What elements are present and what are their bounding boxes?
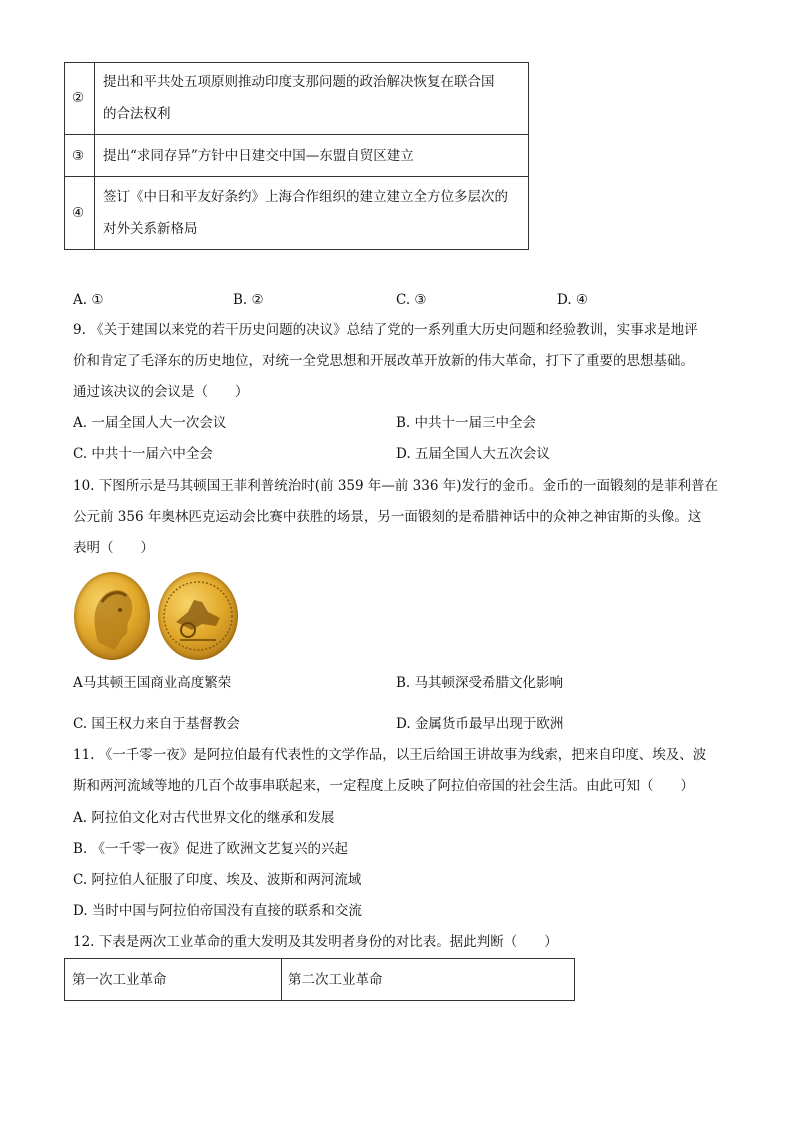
option-b[interactable]: B. 中共十一届三中全会 [396, 415, 537, 431]
question-stem: 表明（ ） [73, 540, 154, 556]
table-row-divider [64, 176, 529, 177]
table-header-cell: 第二次工业革命 [288, 972, 383, 988]
question-stem: 10. 下图所示是马其顿国王菲利普统治时(前 359 年—前 336 年)发行的金币。金币的一面锻刻的是菲利普在 [73, 478, 718, 494]
option-a[interactable]: A. 一届全国人大一次会议 [73, 415, 227, 431]
option-b[interactable]: B. 马其顿深受希腊文化影响 [396, 675, 564, 691]
option-d[interactable]: D. 金属货币最早出现于欧洲 [396, 716, 564, 732]
question-stem: 通过该决议的会议是（ ） [73, 384, 249, 400]
question-stem: 11. 《一千零一夜》是阿拉伯最有代表性的文学作品，以王后给国王讲故事为线索，把来自印度、埃及、波 [73, 747, 707, 763]
table-cell-text: 签订《中日和平友好条约》上海合作组织的建立建立全方位多层次的 [103, 189, 508, 205]
option-d[interactable]: D. 五届全国人大五次会议 [396, 446, 550, 462]
option-c[interactable]: C. 国王权力来自于基督教会 [73, 716, 240, 732]
option-a[interactable]: A. 阿拉伯文化对古代世界文化的继承和发展 [73, 810, 335, 826]
option-c[interactable]: C. 中共十一届六中全会 [73, 446, 213, 462]
question-stem: 公元前 356 年奥林匹克运动会比赛中获胜的场景，另一面锻刻的是希腊神话中的众神之神宙斯的头像。这 [73, 509, 702, 525]
coin-chariot [158, 572, 238, 660]
question-stem: 9. 《关于建国以来党的若干历史问题的决议》总结了党的一系列重大历史问题和经验教训，实事求是地评 [73, 322, 698, 338]
coin-zeus-head [74, 572, 150, 660]
option-b[interactable]: B. ② [233, 292, 264, 308]
question-stem: 价和肯定了毛泽东的历史地位，对统一全党思想和开展改革开放新的伟大革命，打下了重要的思想基础。 [73, 353, 694, 369]
table-cell-text: 对外关系新格局 [103, 221, 198, 237]
table-column-divider [94, 62, 95, 250]
option-a[interactable]: A马其顿王国商业高度繁荣 [73, 675, 232, 691]
table-cell-text: 提出和平共处五项原则推动印度支那问题的政治解决恢复在联合国 [103, 74, 495, 90]
table-row-divider [64, 134, 529, 135]
table-header-cell: 第一次工业革命 [72, 972, 167, 988]
option-d[interactable]: D. ④ [557, 292, 589, 308]
table-column-divider [281, 958, 282, 1001]
question-stem: 斯和两河流域等地的几百个故事串联起来，一定程度上反映了阿拉伯帝国的社会生活。由此可知（ ） [73, 778, 694, 794]
option-c[interactable]: C. ③ [396, 292, 427, 308]
table-cell-text: 的合法权利 [103, 106, 171, 122]
option-c[interactable]: C. 阿拉伯人征服了印度、埃及、波斯和两河流域 [73, 872, 362, 888]
question-stem: 12. 下表是两次工业革命的重大发明及其发明者身份的对比表。据此判断（ ） [73, 934, 558, 950]
zeus-head-icon [74, 572, 150, 660]
option-d[interactable]: D. 当时中国与阿拉伯帝国没有直接的联系和交流 [73, 903, 362, 919]
table-row-number: ④ [72, 205, 85, 221]
table-row-number: ③ [72, 148, 85, 164]
option-b[interactable]: B. 《一千零一夜》促进了欧洲文艺复兴的兴起 [73, 841, 349, 857]
option-a[interactable]: A. ① [73, 292, 104, 308]
table-row-number: ② [72, 90, 85, 106]
table-cell-text: 提出“求同存异”方针中日建交中国—东盟自贸区建立 [103, 148, 414, 164]
chariot-icon [158, 572, 238, 660]
